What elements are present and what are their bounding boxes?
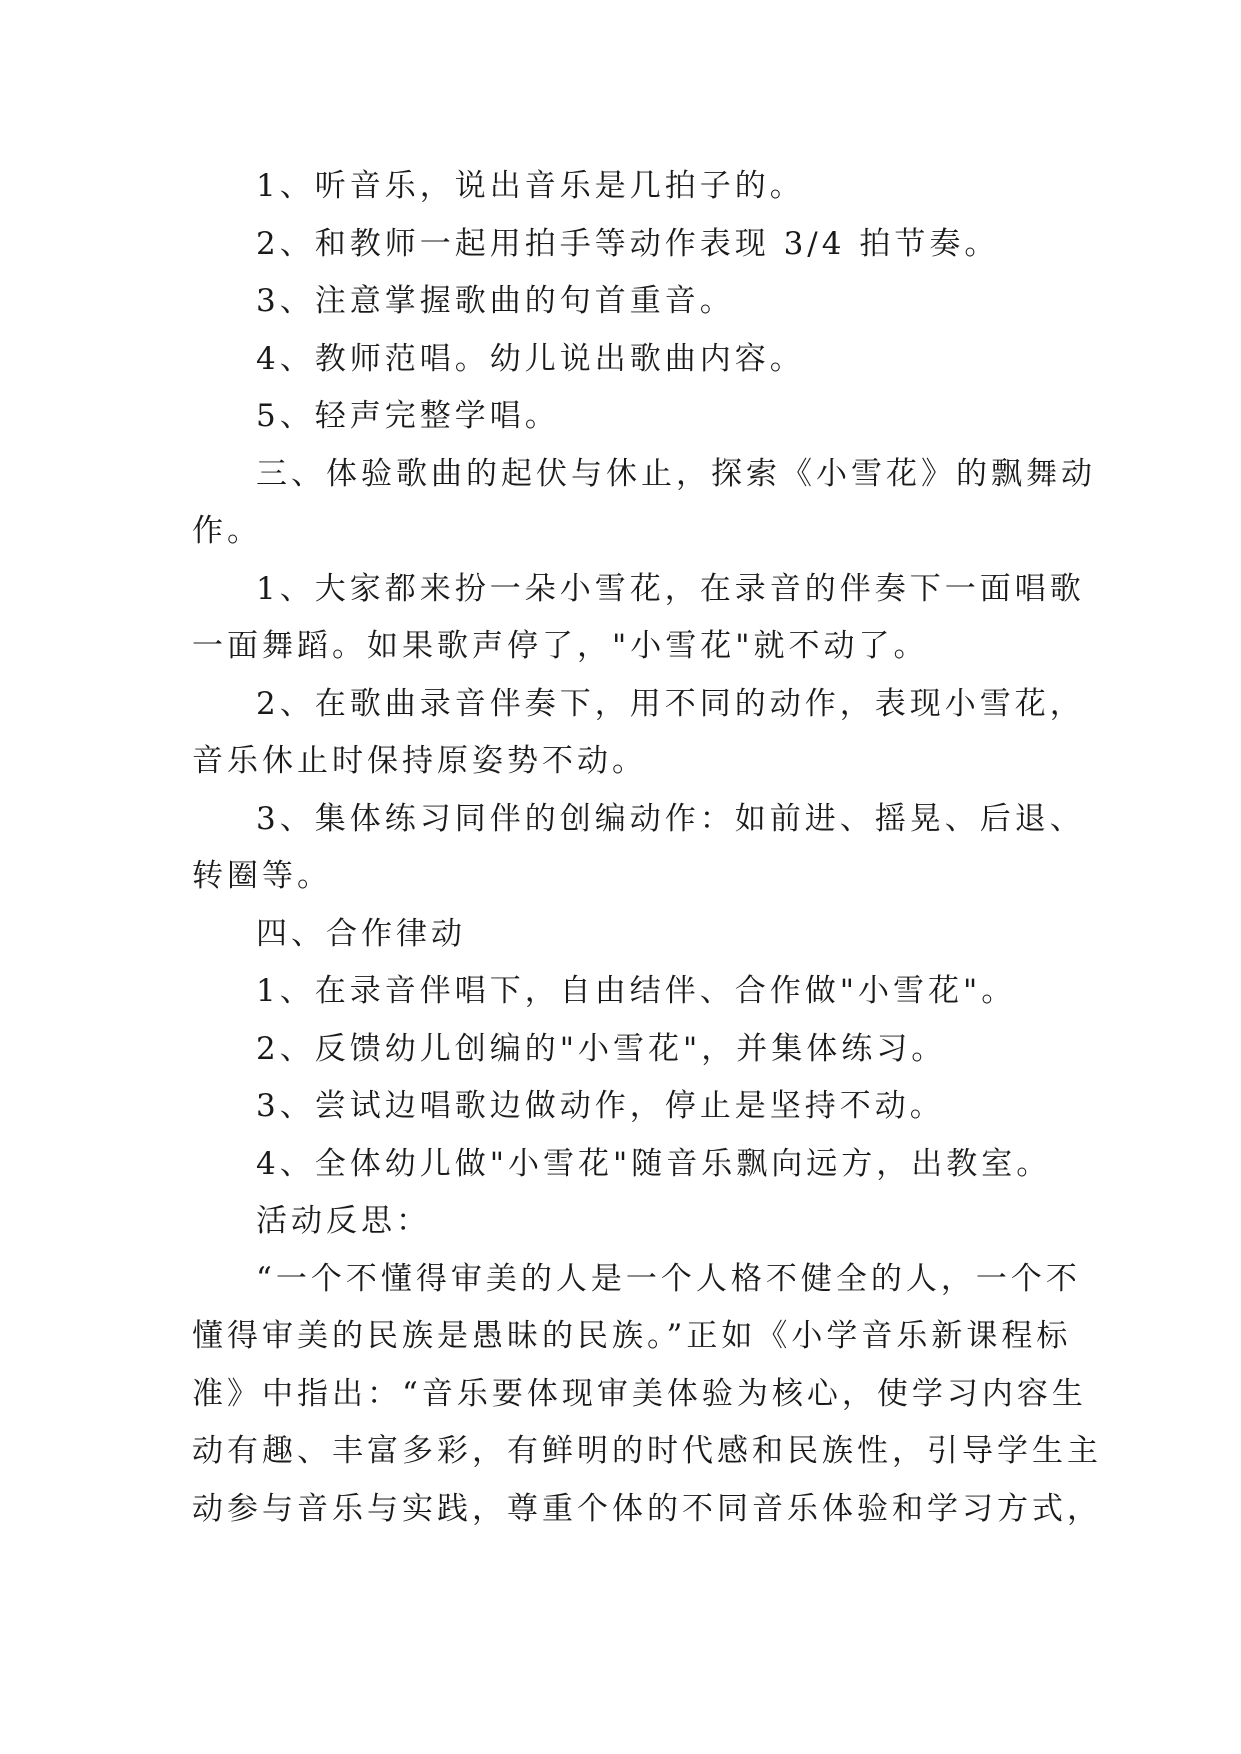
text-line: 一面舞蹈。如果歌声停了，"小雪花"就不动了。 bbox=[192, 628, 929, 664]
text-line: 1、听音乐，说出音乐是几拍子的。 bbox=[256, 168, 805, 204]
text-line: “一个不懂得审美的人是一个人格不健全的人，一个不 bbox=[256, 1260, 1081, 1297]
text-line: 2、反馈幼儿创编的"小雪花"，并集体练习。 bbox=[256, 1030, 947, 1067]
text-line: 3、集体练习同伴的创编动作：如前进、摇晃、后退、 bbox=[256, 800, 1085, 837]
text-line: 作。 bbox=[192, 513, 262, 549]
text-line: 四、合作律动 bbox=[256, 915, 466, 952]
text-line: 懂得审美的民族是愚昧的民族。”正如《小学音乐新课程标 bbox=[192, 1318, 1072, 1354]
text-line: 音乐休止时保持原姿势不动。 bbox=[192, 743, 647, 779]
text-line: 2、在歌曲录音伴奏下，用不同的动作，表现小雪花， bbox=[256, 685, 1085, 722]
text-line: 4、全体幼儿做"小雪花"随音乐飘向远方，出教室。 bbox=[256, 1145, 1052, 1182]
document-body bbox=[192, 158, 1102, 1538]
text-line: 3、尝试边唱歌边做动作，停止是坚持不动。 bbox=[256, 1088, 945, 1124]
text-line: 三、体验歌曲的起伏与休止，探索《小雪花》的飘舞动 bbox=[256, 455, 1096, 492]
text-line: 3、注意掌握歌曲的句首重音。 bbox=[256, 283, 735, 319]
text-line: 1、大家都来扮一朵小雪花，在录音的伴奏下一面唱歌 bbox=[256, 570, 1085, 607]
text-line: 动参与音乐与实践，尊重个体的不同音乐体验和学习方式， bbox=[192, 1490, 1102, 1527]
text-line: 2、和教师一起用拍手等动作表现 3/4 拍节奏。 bbox=[256, 225, 1000, 262]
text-line: 活动反思： bbox=[256, 1203, 431, 1239]
text-line: 动有趣、丰富多彩，有鲜明的时代感和民族性，引导学生主 bbox=[192, 1433, 1102, 1469]
text-line: 4、教师范唱。幼儿说出歌曲内容。 bbox=[256, 340, 805, 377]
text-line: 5、轻声完整学唱。 bbox=[256, 398, 560, 434]
text-line: 准》中指出：“音乐要体现审美体验为核心，使学习内容生 bbox=[192, 1375, 1087, 1412]
text-line: 转圈等。 bbox=[192, 858, 332, 894]
text-line: 1、在录音伴唱下，自由结伴、合作做"小雪花"。 bbox=[256, 973, 1017, 1009]
